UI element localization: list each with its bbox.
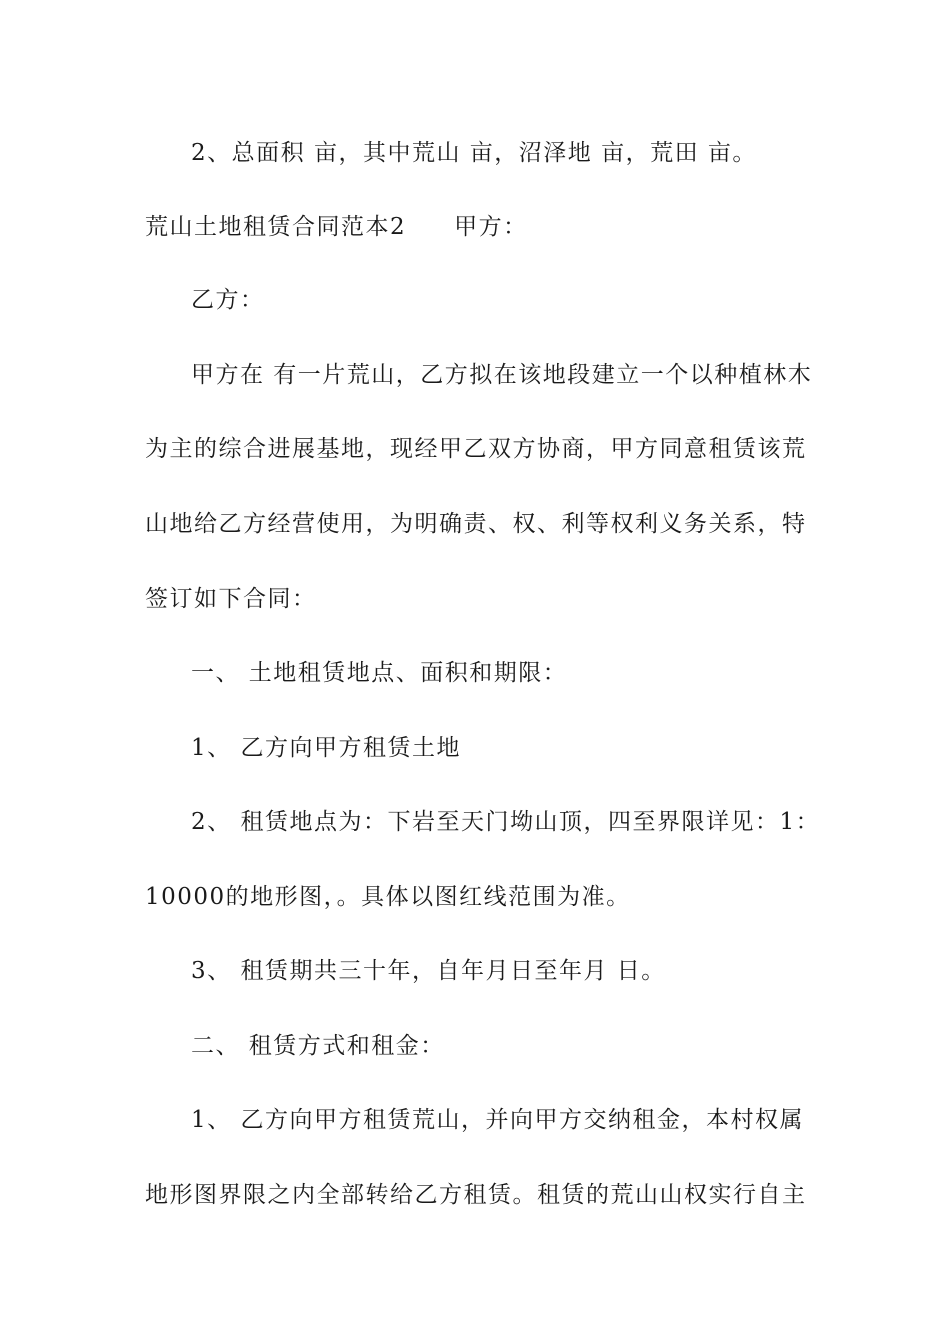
- clause-line: 3、 租赁期共三十年，自年月日至年月 日。: [191, 958, 666, 984]
- clause-line: 地形图界限之内全部转给乙方租赁。租赁的荒山山权实行自主: [145, 1182, 807, 1208]
- party-b-label: 乙方：: [191, 287, 265, 313]
- body-line: 为主的综合进展基地，现经甲乙双方协商，甲方同意租赁该荒: [145, 436, 807, 462]
- body-line: 甲方在 有一片荒山，乙方拟在该地段建立一个以种植林木: [191, 362, 813, 388]
- body-line: 山地给乙方经营使用，为明确责、权、利等权利义务关系，特: [145, 511, 807, 537]
- heading-line: [145, 212, 815, 242]
- clause-line: 1、 乙方向甲方租赁荒山，并向甲方交纳租金，本村权属: [191, 1107, 804, 1133]
- section-heading: 二、 租赁方式和租金：: [191, 1033, 445, 1059]
- paragraph-area-line: 2、总面积 亩，其中荒山 亩，沼泽地 亩，荒田 亩。: [191, 140, 757, 166]
- clause-line: 1、 乙方向甲方租赁土地: [191, 735, 461, 761]
- body-line: 签订如下合同：: [145, 586, 317, 612]
- clause-line: 2、 租赁地点为：下岩至天门坳山顶，四至界限详见：1：: [191, 809, 821, 835]
- contract-title: 荒山土地租赁合同范本2: [145, 214, 407, 240]
- clause-line: 10000的地形图，。具体以图红线范围为准。: [145, 884, 631, 910]
- section-heading: 一、 土地租赁地点、面积和期限：: [191, 660, 568, 686]
- party-a-label: 甲方：: [454, 214, 528, 240]
